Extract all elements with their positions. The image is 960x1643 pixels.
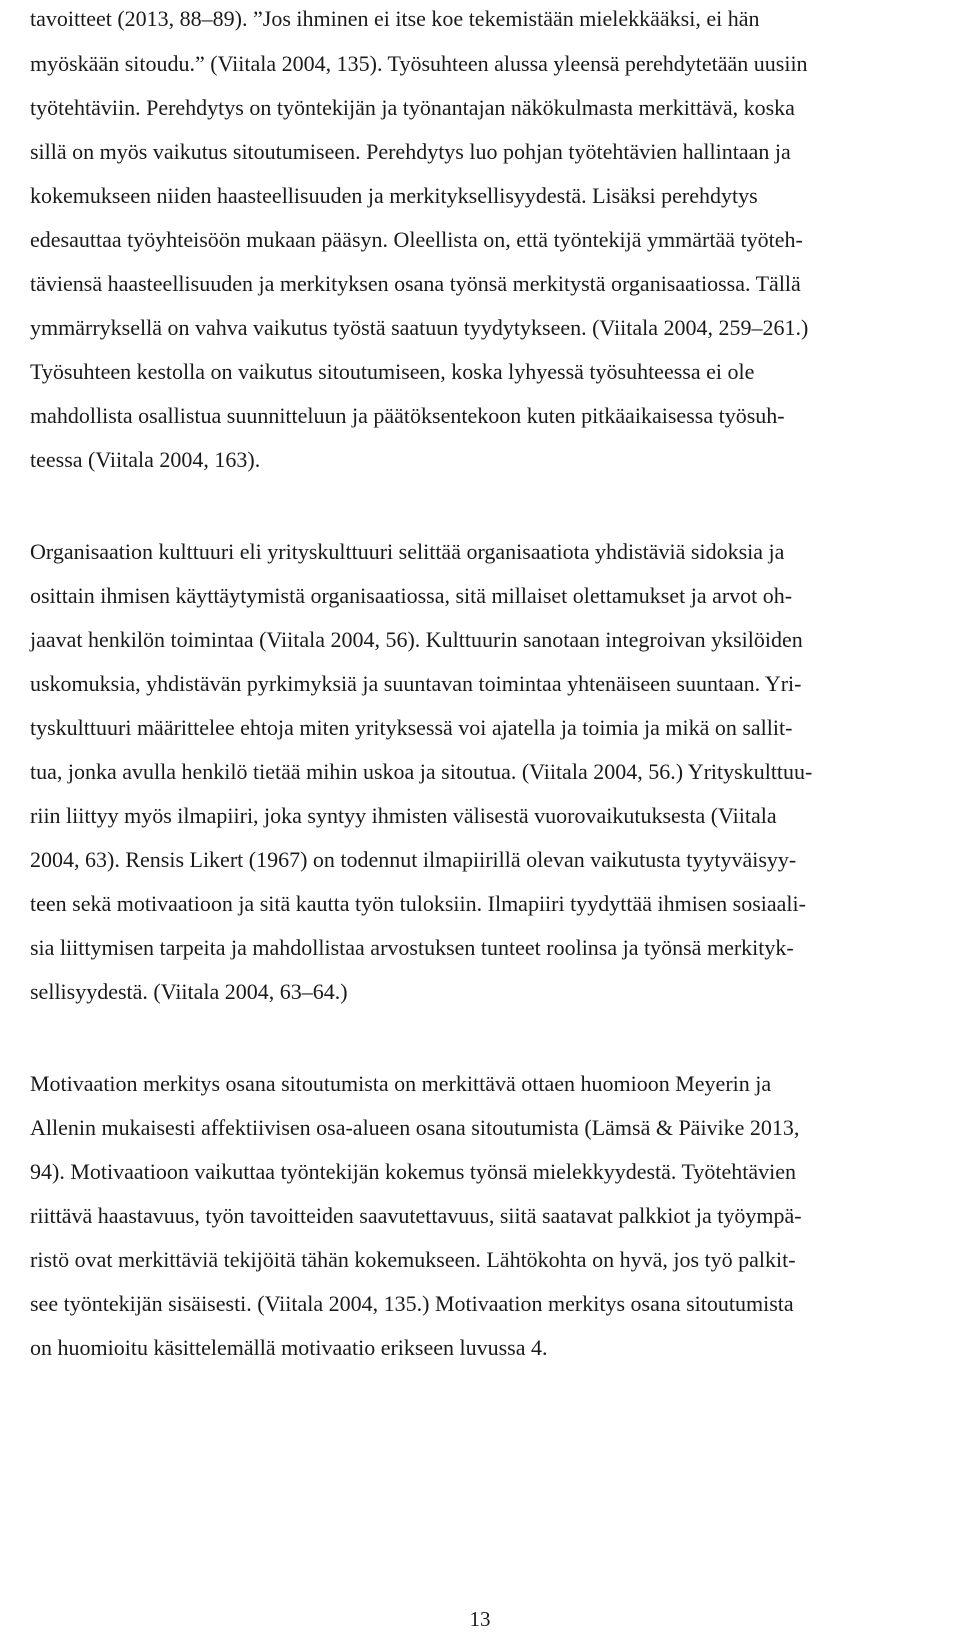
- paragraph-line: tua, jonka avulla henkilö tietää mihin uskoa ja sitoutua. (Viitala 2004, 56.) Yrityskulttuu-: [30, 759, 813, 784]
- paragraph-line: sia liittymisen tarpeita ja mahdollistaa arvostuksen tunteet roolinsa ja työnsä merkityk-: [30, 935, 794, 960]
- paragraph-line: edesauttaa työyhteisöön mukaan pääsyn. Oleellista on, että työntekijä ymmärtää työteh-: [30, 227, 803, 252]
- paragraph-line: ristö ovat merkittäviä tekijöitä tähän kokemukseen. Lähtökohta on hyvä, jos työ palkit-: [30, 1247, 796, 1272]
- paragraph-line: työtehtäviin. Perehdytys on työntekijän ja työnantajan näkökulmasta merkittävä, koska: [30, 95, 795, 120]
- paragraph-line: Työsuhteen kestolla on vaikutus sitoutumiseen, koska lyhyessä työsuhteessa ei ole: [30, 359, 755, 384]
- paragraph-line: sellisyydestä. (Viitala 2004, 63–64.): [30, 979, 348, 1004]
- paragraph-line: myöskään sitoudu.” (Viitala 2004, 135). Työsuhteen alussa yleensä perehdytetään uusiin: [30, 51, 808, 76]
- paragraph-line: riin liittyy myös ilmapiiri, joka syntyy ihmisten välisestä vuorovaikutuksesta (Viitala: [30, 803, 777, 828]
- paragraph-line: jaavat henkilön toimintaa (Viitala 2004, 56). Kulttuurin sanotaan integroivan yksilöiden: [30, 627, 803, 652]
- paragraph-line: on huomioitu käsittelemällä motivaatio erikseen luvussa 4.: [30, 1335, 548, 1360]
- paragraph-line: Organisaation kulttuuri eli yrityskulttuuri selittää organisaatiota yhdistäviä sidoksia ja: [30, 539, 785, 564]
- paragraph-line: Motivaation merkitys osana sitoutumista on merkittävä ottaen huomioon Meyerin ja: [30, 1071, 772, 1096]
- paragraph-line: see työntekijän sisäisesti. (Viitala 2004, 135.) Motivaation merkitys osana sitoutumista: [30, 1291, 794, 1316]
- paragraph-line: tavoitteet (2013, 88–89). ”Jos ihminen ei itse koe tekemistään mielekkääksi, ei hän: [30, 6, 760, 31]
- paragraph-line: teessa (Viitala 2004, 163).: [30, 447, 261, 472]
- paragraph-line: Allenin mukaisesti affektiivisen osa-alueen osana sitoutumista (Lämsä & Päivike 2013,: [30, 1115, 800, 1140]
- paragraph-line: osittain ihmisen käyttäytymistä organisaatiossa, sitä millaiset olettamukset ja arvot oh-: [30, 583, 793, 608]
- paragraph-line: 2004, 63). Rensis Likert (1967) on todennut ilmapiirillä olevan vaikutusta tyytyväisyy-: [30, 847, 797, 872]
- paragraph-line: täviensä haasteellisuuden ja merkityksen osana työnsä merkitystä organisaatiossa. Tällä: [30, 271, 801, 296]
- paragraph-line: ymmärryksellä on vahva vaikutus työstä saatuun tyydytykseen. (Viitala 2004, 259–261.): [30, 315, 809, 340]
- paragraph-line: 94). Motivaatioon vaikuttaa työntekijän kokemus työnsä mielekkyydestä. Työtehtävien: [30, 1159, 797, 1184]
- paragraph-line: mahdollista osallistua suunnitteluun ja päätöksentekoon kuten pitkäaikaisessa työsuh-: [30, 403, 785, 428]
- page-number: 13: [469, 1607, 491, 1631]
- paragraph-line: uskomuksia, yhdistävän pyrkimyksiä ja suuntavan toimintaa yhtenäiseen suuntaan. Yri-: [30, 671, 802, 696]
- paragraph-line: kokemukseen niiden haasteellisuuden ja merkityksellisyydestä. Lisäksi perehdytys: [30, 183, 758, 208]
- paragraph-line: teen sekä motivaatioon ja sitä kautta työn tuloksiin. Ilmapiiri tyydyttää ihmisen sosiaali-: [30, 891, 806, 916]
- paragraph-line: sillä on myös vaikutus sitoutumiseen. Perehdytys luo pohjan työtehtävien hallintaan ja: [30, 139, 791, 164]
- paragraph-line: tyskulttuuri määrittelee ehtoja miten yrityksessä voi ajatella ja toimia ja mikä on sallit-: [30, 715, 793, 740]
- paragraph-line: riittävä haastavuus, työn tavoitteiden saavutettavuus, siitä saatavat palkkiot ja työympä-: [30, 1203, 802, 1228]
